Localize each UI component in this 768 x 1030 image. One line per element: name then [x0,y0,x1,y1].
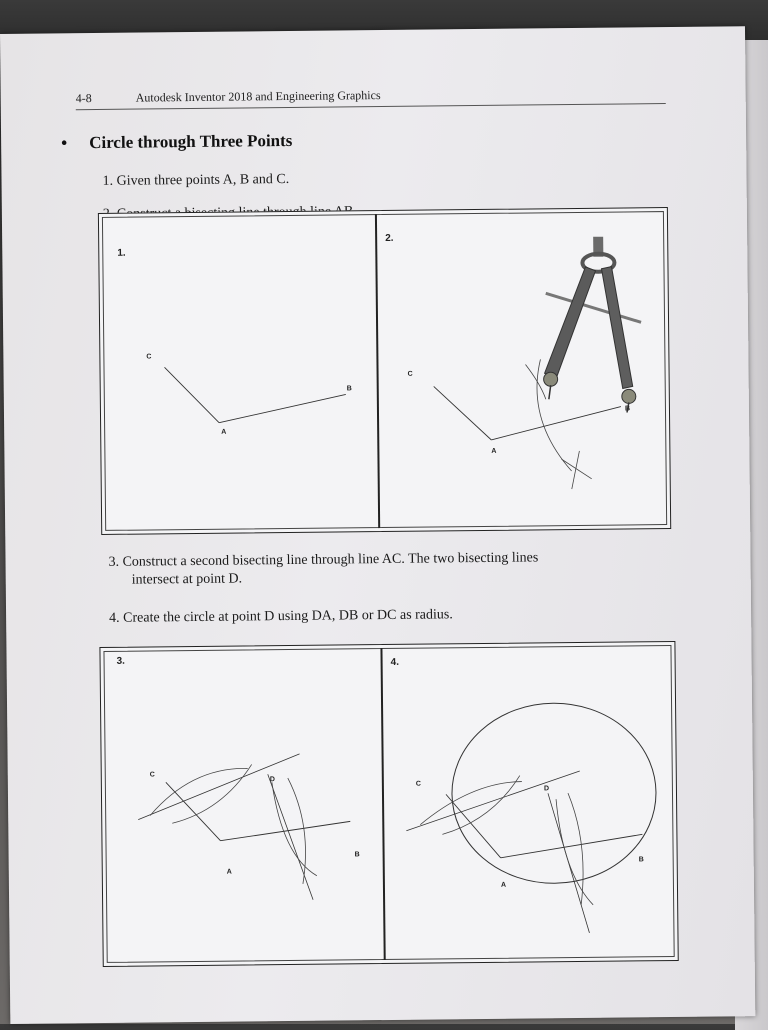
book-title: Autodesk Inventor 2018 and Engineering Graphics [135,88,381,105]
fig3-label-a: A [226,868,232,876]
fig3-label-b: B [354,851,360,859]
fig2-label-a: A [491,447,497,455]
compass-icon [535,236,647,417]
fig4-label-b: B [638,856,644,864]
fig4-label-a: A [500,881,507,889]
figure-label-4: 4. [390,656,400,668]
step-4: 4. Create the circle at point D using DA, DB or DC as radius. [109,607,453,626]
fig4-label-c: C [415,780,421,788]
bullet-icon: • [61,133,68,153]
figure-panel-top [98,207,671,535]
step-1: 1. Given three points A, B and C. [102,171,290,189]
book-page [0,26,755,1024]
fig2-label-b: B [624,405,631,413]
fig1-label-c: C [146,353,152,361]
figure-label-3: 3. [116,655,125,667]
fig1-label-a: A [221,428,227,436]
fig2-label-c: C [407,370,413,378]
fig3-label-d: D [269,776,275,784]
fig4-label-d: D [543,785,550,793]
section-title-text: Circle through Three Points [89,130,293,153]
step-3-continued: intersect at point D. [131,571,243,588]
figure-label-2: 2. [385,232,394,244]
figure-label-1: 1. [117,247,126,259]
section-title [61,131,292,153]
fig3-label-c: C [149,771,155,779]
fig1-label-b: B [346,385,352,393]
figure-panel-bottom [99,641,678,967]
page-header [76,83,666,110]
step-3: 3. Construct a second bisecting line through line AC. The two bisecting lines [108,550,539,570]
page-number: 4-8 [75,91,92,106]
figure-3-4-drawing [100,642,677,966]
